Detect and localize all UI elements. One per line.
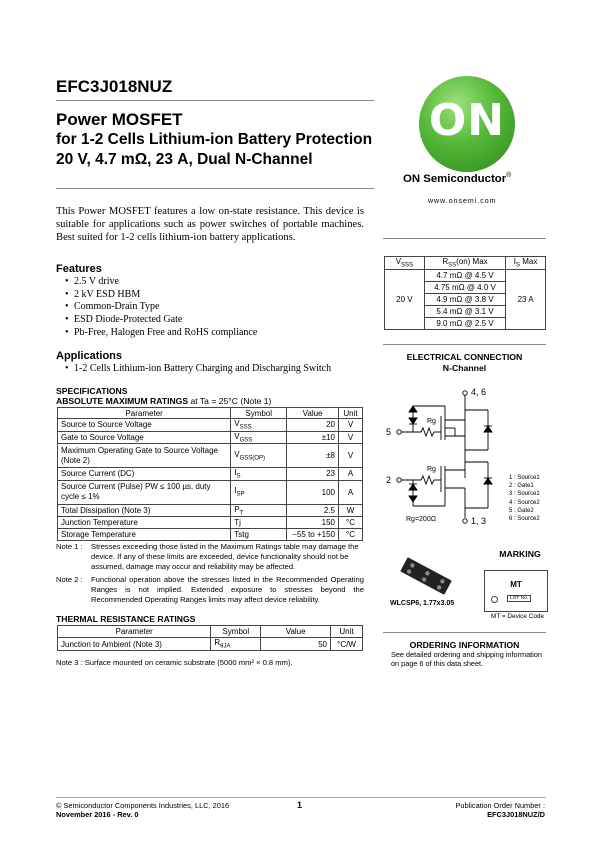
symbol-main: V xyxy=(234,449,240,459)
col-parameter: Parameter xyxy=(58,408,231,419)
device-code: MT xyxy=(510,580,522,589)
pin-legend xyxy=(509,474,540,523)
cell-value: 20 xyxy=(287,419,339,432)
list-item: • 2 kV ESD HBM xyxy=(64,289,366,302)
divider xyxy=(383,238,546,239)
copyright: © Semiconductor Components Industries, LLC, 2016 xyxy=(56,801,230,810)
symbol-main: V xyxy=(395,257,402,267)
note-3: Note 3 : Surface mounted on ceramic substrate (5000 mm² × 0.8 mm). xyxy=(56,658,293,667)
cell-parameter: Storage Temperature xyxy=(58,529,231,541)
divider xyxy=(383,632,546,633)
package-name: WLCSP6, 1.77x3.05 xyxy=(390,600,455,607)
table-header-row xyxy=(58,626,363,638)
list-item: • 2.5 V drive xyxy=(64,276,366,289)
table-row xyxy=(58,444,363,468)
symbol-main: I xyxy=(513,257,517,267)
abs-max-condition: at Ta = 25°C (Note 1) xyxy=(190,396,272,406)
subtitle-line-1: for 1-2 Cells Lithium-ion Battery Protection xyxy=(56,131,373,148)
cell-is: 23 A xyxy=(506,270,546,330)
pin-label-2: 2 xyxy=(386,475,392,485)
col-unit: Unit xyxy=(331,626,363,638)
symbol-sub: SSS xyxy=(401,262,414,269)
col-is xyxy=(506,257,546,270)
divider xyxy=(56,100,374,101)
lot-number: LOT No. xyxy=(507,595,531,602)
cell-symbol: Tj xyxy=(231,517,287,529)
legend-item: 4 : Source2 xyxy=(509,499,540,506)
rg-label: Rg xyxy=(427,466,436,473)
package-image xyxy=(395,556,457,596)
part-number: EFC3J018NUZ xyxy=(56,77,173,96)
cell-value: 2.5 xyxy=(287,504,339,517)
marking-note: MT = Device Code xyxy=(491,613,544,620)
ordering-text: See detailed ordering and shipping information on page 6 of this data sheet. xyxy=(391,650,542,669)
publication-label: Publication Order Number : xyxy=(455,801,545,810)
description: This Power MOSFET features a low on-state resistance. This device is suitable for applications such as power switches of portable machines. Best suited for 1-2 cells lithium-ion battery applications. xyxy=(56,206,364,243)
cell-parameter: Junction to Ambient (Note 3) xyxy=(58,638,211,651)
legend-item: 3 : Source1 xyxy=(509,491,540,498)
cell-symbol xyxy=(231,419,287,432)
symbol-main: I xyxy=(234,468,237,478)
cell-unit: W xyxy=(339,504,363,517)
list-item: • ESD Diode-Protected Gate xyxy=(64,314,366,327)
cell-unit: V xyxy=(339,431,363,444)
col-value: Value xyxy=(261,626,331,638)
features-heading: Features xyxy=(56,263,102,275)
cell-rss: 9.0 mΩ @ 2.5 V xyxy=(424,318,505,330)
cell-parameter: Source Current (DC) xyxy=(58,468,231,481)
cell-rss: 4.75 mΩ @ 4.0 V xyxy=(424,282,505,294)
table-header-row xyxy=(385,257,546,270)
table-row xyxy=(58,480,363,504)
on-semi-logo xyxy=(419,76,515,172)
divider xyxy=(383,344,546,345)
table-row xyxy=(58,517,363,529)
table-row xyxy=(58,504,363,517)
cell-symbol xyxy=(231,480,287,504)
absolute-max-ratings-table xyxy=(57,407,363,541)
applications-section xyxy=(56,350,366,376)
cell-value: 23 xyxy=(287,468,339,481)
note-2 xyxy=(56,575,364,605)
col-symbol: Symbol xyxy=(211,626,261,638)
cell-symbol xyxy=(231,468,287,481)
brand-label: ON Semiconductor xyxy=(403,172,507,185)
table-row xyxy=(385,270,546,282)
col-parameter: Parameter xyxy=(58,626,211,638)
symbol-sub: T xyxy=(239,510,244,517)
features-list xyxy=(64,276,366,340)
note-label: Note 1 : xyxy=(56,542,83,551)
symbol-sub: GSS xyxy=(239,437,253,444)
cell-parameter: Total Dissipation (Note 3) xyxy=(58,504,231,517)
cell-symbol xyxy=(231,444,287,468)
ordering-heading: ORDERING INFORMATION xyxy=(409,640,520,650)
abs-max-title: ABSOLUTE MAXIMUM RATINGS xyxy=(56,396,189,406)
electrical-connection-heading: ELECTRICAL CONNECTION xyxy=(406,352,523,362)
legend-item: 5 : Gate2 xyxy=(509,507,534,514)
cell-symbol xyxy=(231,504,287,517)
rg-label: Rg xyxy=(427,418,436,425)
symbol-main: I xyxy=(234,486,237,496)
col-vsss xyxy=(385,257,425,270)
table-row xyxy=(58,468,363,481)
table-row xyxy=(58,431,363,444)
cell-symbol: Tstg xyxy=(231,529,287,541)
symbol-sub: S xyxy=(516,262,521,269)
cell-parameter: Source Current (Pulse) PW ≤ 100 µs, duty cycle ≤ 1% xyxy=(58,480,231,504)
registered-mark: ® xyxy=(506,172,512,179)
cell-parameter: Source to Source Voltage xyxy=(58,419,231,432)
note-1 xyxy=(56,542,364,572)
key-parameters-table xyxy=(384,256,546,330)
note-text: Functional operation above the stresses listed in the Recommended Operating Ranges is not implied. Extended exposure to stresses beyond the Recommended Operating Ranges limits may affect device reliability. xyxy=(91,575,364,604)
website-url: www.onsemi.com xyxy=(428,198,497,205)
divider xyxy=(56,188,374,189)
cell-value: 100 xyxy=(287,480,339,504)
specifications-heading: SPECIFICATIONS xyxy=(56,386,128,396)
publication-number: EFC3J018NUZ/D xyxy=(487,810,545,819)
thermal-heading: THERMAL RESISTANCE RATINGS xyxy=(56,614,196,624)
channel-type: N-Channel xyxy=(442,363,487,373)
symbol-sub: SP xyxy=(236,492,245,499)
note-label: Note 2 : xyxy=(56,575,83,584)
table-row xyxy=(58,419,363,432)
col-value: Value xyxy=(287,408,339,419)
cell-rss: 5.4 mΩ @ 3.1 V xyxy=(424,306,505,318)
pin-label-5: 5 xyxy=(386,427,392,437)
marking-box xyxy=(484,570,548,612)
cell-parameter: Maximum Operating Gate to Source Voltage (Note 2) xyxy=(58,444,231,468)
cell-value: 150 xyxy=(287,517,339,529)
cell-vsss: 20 V xyxy=(385,270,425,330)
col-symbol: Symbol xyxy=(231,408,287,419)
legend-item: 6 : Source2 xyxy=(509,516,540,523)
cell-unit: °C/W xyxy=(331,638,363,651)
cell-unit: A xyxy=(339,468,363,481)
cell-symbol xyxy=(211,638,261,651)
cell-value: ±8 xyxy=(287,444,339,468)
pin1-dot-icon xyxy=(491,596,498,603)
subtitle xyxy=(56,130,372,170)
features-section xyxy=(56,263,366,340)
symbol-sub: GSS(OP) xyxy=(239,455,265,462)
revision-date: November 2016 - Rev. 0 xyxy=(56,810,139,819)
symbol-main: P xyxy=(234,504,240,514)
symbol-main: R xyxy=(214,638,221,648)
cell-unit: V xyxy=(339,444,363,468)
applications-heading: Applications xyxy=(56,350,123,362)
symbol-main: R xyxy=(442,257,449,267)
pin-label-4-6: 4, 6 xyxy=(471,387,487,397)
list-item: • Common-Drain Type xyxy=(64,301,366,314)
rg-value: Rg=200Ω xyxy=(406,516,436,523)
logo-text: ON xyxy=(428,95,506,146)
legend-item: 1 : Source1 xyxy=(509,475,540,481)
cell-value: ±10 xyxy=(287,431,339,444)
cell-parameter: Junction Temperature xyxy=(58,517,231,529)
symbol-sub: SS xyxy=(448,262,457,269)
symbol-sub: S xyxy=(236,473,241,480)
abs-max-heading xyxy=(56,396,271,406)
cell-unit: °C xyxy=(339,517,363,529)
legend-item: 2 : Gate1 xyxy=(509,483,534,490)
note-text: Stresses exceeding those listed in the Maximum Ratings table may damage the device. If any of these limits are exceeded, device functionality should not be assumed, damage may occur and reliability may be affected. xyxy=(91,542,359,571)
applications-list xyxy=(64,363,366,376)
cell-unit: A xyxy=(339,480,363,504)
footer-divider xyxy=(56,797,546,798)
symbol-main: V xyxy=(234,419,240,428)
table-row xyxy=(58,638,363,651)
table-header-row xyxy=(58,408,363,419)
subtitle-line-2: 20 V, 4.7 mΩ, 23 A, Dual N-Channel xyxy=(56,151,313,168)
page-title: Power MOSFET xyxy=(56,110,183,129)
marking-heading: MARKING xyxy=(499,549,541,559)
cell-unit: °C xyxy=(339,529,363,541)
cell-rss: 4.9 mΩ @ 3.8 V xyxy=(424,294,505,306)
col-unit: Unit xyxy=(339,408,363,419)
list-item: • Pb-Free, Halogen Free and RoHS compliance xyxy=(64,327,366,340)
page-number: 1 xyxy=(297,800,303,810)
col-rss xyxy=(424,257,505,270)
header-suffix: Max xyxy=(520,257,538,267)
thermal-resistance-table xyxy=(57,625,363,651)
cell-value: −55 to +150 xyxy=(287,529,339,541)
brand-name xyxy=(403,172,511,185)
pin-label-1-3: 1, 3 xyxy=(471,516,487,526)
symbol-sub: SSS xyxy=(239,424,252,431)
symbol-main: V xyxy=(234,431,240,441)
cell-rss: 4.7 mΩ @ 4.5 V xyxy=(424,270,505,282)
cell-parameter: Gate to Source Voltage xyxy=(58,431,231,444)
cell-symbol xyxy=(231,431,287,444)
header-suffix: (on) Max xyxy=(456,257,488,267)
cell-value: 50 xyxy=(261,638,331,651)
cell-unit: V xyxy=(339,419,363,432)
symbol-sub: θJA xyxy=(220,643,231,650)
list-item: • 1-2 Cells Lithium-ion Battery Charging and Discharging Switch xyxy=(64,363,366,376)
table-row xyxy=(58,529,363,541)
